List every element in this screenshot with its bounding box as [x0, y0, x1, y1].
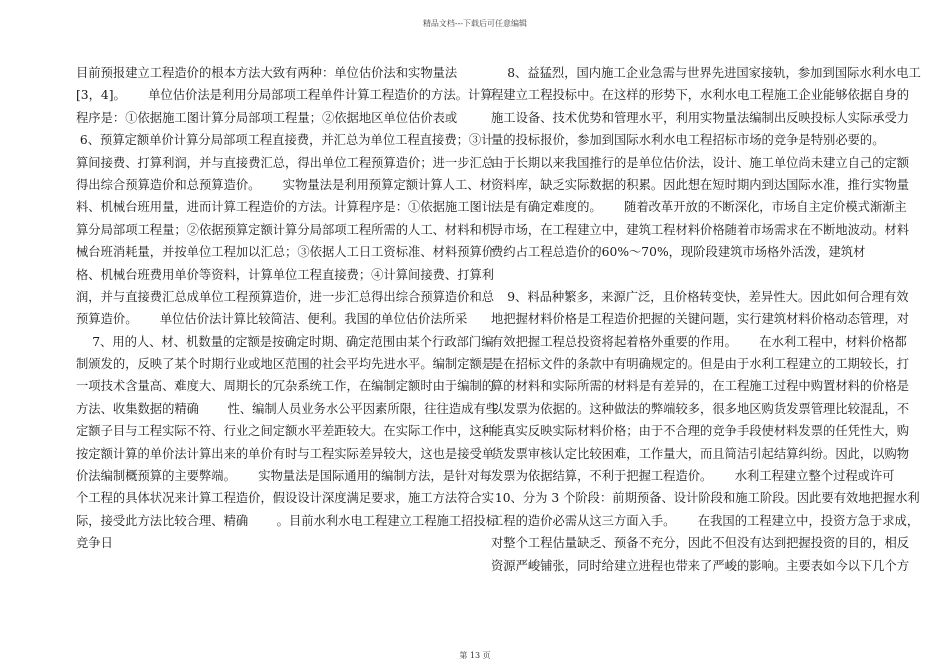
text-line: 施工设备、技术优势和管理水平，利用实物量法编制出反映投标人实际承受力	[491, 110, 910, 125]
text-line: 费约占工程总造价的60%～70%，现阶段建筑市场格外活泼，建筑材	[491, 245, 866, 260]
text-line: 程建立工程投标中。在这样的形势下，水利水电工程施工企业能够依据自身的	[491, 88, 910, 103]
text-line: 个工程的具体状况来计算工程造价，假设设计深度满足要求，施工方法符合实	[76, 491, 495, 506]
text-line: 算的材料和实际所需的材料是有差异的，在工程施工过程中购置材料的价格是	[491, 379, 910, 394]
text-line: 能真实反映实际材料价格；由于不合理的竞争手段使材料发票的任凭性大，购	[491, 424, 910, 439]
text-line: 格、机械台班费用单价等资料，计算单位工程直接费；④计算间接费、打算利	[76, 267, 495, 282]
text-line: 程序是：①依据施工图计算分局部项工程量；②依据地区单位估价表或	[76, 110, 458, 125]
text-line: 有效把握工程总投资将起着格外重要的作用。 在水利工程中，材料价格都	[491, 334, 907, 349]
text-line: 得出综合预算造价和总预算造价。 实物量法是利用预算定额计算人工、材	[76, 177, 492, 192]
text-line: 9、料品种繁多，来源广泛，且价格转变快，差异性大。因此如何合理有效	[491, 289, 909, 304]
text-line: 目前预报建立工程造价的根本方法大致有两种：单位估价法和实物量法	[76, 66, 458, 80]
text-line: 际，接受此方法比较合理、精确 。目前水利水电工程建立工程施工招投标	[76, 513, 499, 528]
text-line: 资料库，缺乏实际数据的积累。因此想在短时期内到达国际水准，推行实物量	[491, 177, 910, 192]
right-text-column	[491, 62, 921, 577]
text-line	[491, 264, 869, 286]
text-line: 价法编制概预算的主要弊端。 实物量法是国际通用的编制方法，是针对每	[76, 469, 492, 484]
text-line: 对整个工程估量缺乏、预备不充分，因此不但没有达到把握投资的目的，相反	[491, 536, 910, 551]
text-line: 法是有确定难度的。 随着改革开放的不断深化，市场自主定价模式渐渐主	[491, 200, 907, 215]
text-line: 预算造价。 单位估价法计算比较简洁、便利。我国的单位估价法所采	[76, 312, 468, 327]
text-line: 制颁发的，反映了某个时期行业或地区范围的社会平均先进水平。编制定额是	[76, 357, 495, 372]
text-line: 定额子目与工程实际不符、行业之间定额水平差距较大。在实际工作中，这种	[76, 424, 495, 439]
text-line: 以发票为依据的。这种做法的弊端较多，很多地区购货发票管理比较混乱，不	[491, 401, 910, 416]
text-line: 是在招标文件的条款中有明确规定的。但是由于水利工程建立的工期较长，打	[491, 357, 910, 372]
text-line: 8、益猛烈，国内施工企业急需与世界先进国家接轨，参加到国际水利水电工	[491, 66, 921, 80]
text-line: 工程的造价必需从这三方面入手。 在我国的工程建立中，投资方急于求成，	[491, 513, 920, 528]
text-line: 地把握材料价格是工程造价把握的关键问题，实行建筑材料价格动态管理，对	[491, 312, 910, 327]
page-number: 第 13 页	[459, 651, 491, 660]
text-line: 润，并与直接费汇总成单位工程预算造价，进一步汇总得出综合预算造价和总	[76, 289, 495, 304]
left-text-column	[76, 62, 499, 555]
page-header: 精品文档---下载后可任意编辑	[422, 19, 528, 28]
text-line: 7、用的人、材、机数量的定额是按确定时期、确定范围由某个行政部门编	[76, 334, 494, 349]
text-line: 6、预算定额单价计算分局部项工程直接费，并汇总为单位工程直接费；③计	[76, 133, 494, 148]
text-line: 货发票审核认定比较困难，工作量大，而且简洁引起结算纠纷。因此，以购物	[491, 446, 910, 461]
text-line: 方法、收集数据的精确 性、编制人员业务水公平因素所限，往往造成有些	[76, 401, 499, 416]
text-line: 算分局部项工程量；②依据预算定额计算分局部项工程所需的人工、材料和机	[76, 222, 495, 237]
text-line: 发票为依据结算，不利于把握工程造价。 水利工程建立整个过程或许可	[491, 469, 895, 484]
text-line: [3，4]。 单位估价法是利用分局部项工程单件计算工程造价的方法。计算	[76, 88, 493, 103]
text-line: 一项技术含量高、难度大、周期长的冗杂系统工作，在编制定额时由于编制的	[76, 379, 495, 394]
text-line: 竞争日	[76, 536, 113, 551]
text-line: 由于长期以来我国推行的是单位估价法，设计、施工单位尚未建立自己的定额	[491, 155, 910, 170]
text-line: 资源严峻铺张，同时给建立进程也带来了严峻的影响。主要表如今以下几个方	[491, 558, 910, 573]
text-line: 按定额计算的单价法计算出来的单价有时与工程实际差异较大，这也是接受单	[76, 446, 495, 461]
text-line: 料、机械台班用量，进而计算工程造价的方法。计算程序是：①依据施工图计	[76, 200, 495, 215]
text-line: 量的投标报价，参加到国际水利水电工程招标市场的竞争是特别必要的。	[491, 133, 885, 148]
text-line: 算间接费、打算利润，并与直接费汇总，得出单位工程预算造价；进一步汇总	[76, 155, 495, 170]
text-line: 10、分为 3 个阶段：前期预备、设计阶段和施工阶段。因此要有效地把握水利	[491, 491, 920, 506]
text-line: 械台班消耗量，并按单位工程加以汇总；③依据人工日工资标准、材料预算价	[76, 245, 495, 260]
text-line: 导市场，在工程建立中，建筑工程材料价格随着市场需求在不断地波动。材料	[491, 222, 910, 237]
